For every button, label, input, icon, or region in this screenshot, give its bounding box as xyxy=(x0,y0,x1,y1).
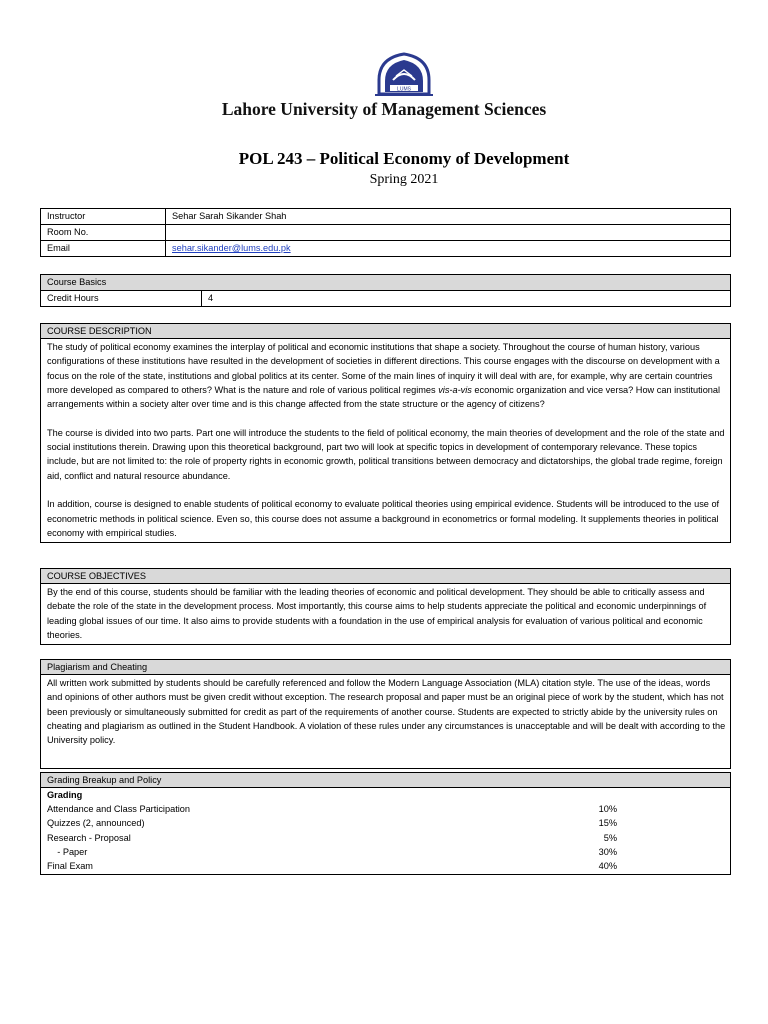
course-term: Spring 2021 xyxy=(369,172,439,187)
table-row xyxy=(41,660,731,675)
grading-item xyxy=(47,816,730,830)
table-row xyxy=(41,275,731,291)
course-basics-table xyxy=(40,274,731,307)
grading-item-label: Final Exam xyxy=(47,860,93,871)
course-objectives-table xyxy=(40,568,731,645)
grading-item xyxy=(47,859,730,873)
plagiarism-heading: Plagiarism and Cheating xyxy=(41,660,731,675)
course-description-body xyxy=(41,339,731,543)
logo-text: LUMS xyxy=(397,86,411,93)
grading-item-label: Attendance and Class Participation xyxy=(47,804,191,815)
plagiarism-body: All written work submitted by students should be carefully referenced and follow the Modern Language Association (MLA) citation style. The use of the ideas, words and opinions of other authors must be given credit without exception. The research proposal and paper must be an original piece of work by the student, which has not been previously or simultaneously submitted for credit as part of the requirements of another course. Students are expected to strictly abide by the university rules on cheating and plagiarism as outlined in the Student Handbook. A violation of these rules under any circumstances is unacceptable and will be dealt with according to the University policy. xyxy=(41,675,731,769)
table-row xyxy=(41,324,731,339)
course-basics-heading: Course Basics xyxy=(41,275,731,291)
course-description-heading: COURSE DESCRIPTION xyxy=(41,324,731,339)
instructor-table xyxy=(40,208,731,257)
table-row xyxy=(41,241,731,257)
credit-hours-value: 4 xyxy=(202,291,731,307)
description-paragraph: The course is divided into two parts. Part one will introduce the students to the field of political economy, the main theories of development and the role of the state and social institutions therein. Drawing upon this theoretical background, part two will look at specific topics in development of contemporary relevance. These topics include, but are not limited to: the role of property rights in economic growth, political transitions between democracy and dictatorships, the global trade regime, foreign aid, conflict and natural resource abundance. xyxy=(47,427,725,481)
email-cell xyxy=(166,241,731,257)
grading-item-value: 15% xyxy=(598,818,617,829)
table-row xyxy=(41,773,731,788)
credit-hours-label: Credit Hours xyxy=(41,291,202,307)
table-row xyxy=(41,339,731,543)
description-paragraph: The study of political economy examines the interplay of political and economic institutions that shape a society. Throughout the course of human history, various configurations of these institutions have resulted in the development of societies in different directions. This course engages with the discourse on development with a focus on the role of the state, institutions and global politics at its center. Some of the main lines of inquiry it will deal with are, for example, why are certain countries more developed as compared to others? What is the nature and role of various political regimes vis-a-vis economic organization and vice versa? How can institutional arrangements within a society alter over time and is this change affected from the state structure or the agency of citizens? xyxy=(47,342,721,410)
course-objectives-heading: COURSE OBJECTIVES xyxy=(41,569,731,584)
grading-item xyxy=(47,831,730,845)
email-link[interactable]: sehar.sikander@lums.edu.pk xyxy=(172,243,291,253)
grading-item xyxy=(47,845,730,859)
room-label: Room No. xyxy=(41,225,166,241)
university-name: Lahore University of Management Sciences xyxy=(221,99,547,119)
grading-item-value: 30% xyxy=(598,846,617,857)
grading-table xyxy=(40,772,731,875)
grading-item-value: 10% xyxy=(598,804,617,815)
email-label: Email xyxy=(41,241,166,257)
course-objectives-body: By the end of this course, students should be familiar with the leading theories of economic and political development. They should be able to critically assess and debate the role of the state in the development process. Most importantly, this course aims to help students appreciate the political and economic underpinnings of leading global issues of our time. It also aims to provide students with a foundation in the use of empirical analysis for evaluation of various political and economic theories. xyxy=(41,584,731,645)
instructor-label: Instructor xyxy=(41,209,166,225)
plagiarism-table xyxy=(40,659,731,769)
table-row xyxy=(41,209,731,225)
grading-heading: Grading Breakup and Policy xyxy=(41,773,731,788)
room-value xyxy=(166,225,731,241)
course-description-table xyxy=(40,323,731,543)
table-row xyxy=(41,291,731,307)
table-row xyxy=(41,584,731,645)
grading-item-label: Research - Proposal xyxy=(47,832,131,843)
grading-item-value: 5% xyxy=(603,832,617,843)
lums-logo xyxy=(373,50,435,100)
description-paragraph: In addition, course is designed to enable students of political economy to evaluate political theories using empirical evidence. Students will be introduced to the use of econometric methods in political science. Even so, this course does not assume a background in econometrics or formal modeling. It supplements theories in political economy with empirical studies. xyxy=(47,499,720,538)
grading-item xyxy=(47,802,730,816)
course-title: POL 243 – Political Economy of Development xyxy=(238,149,570,168)
table-row xyxy=(41,569,731,584)
table-row xyxy=(41,675,731,769)
table-row xyxy=(41,225,731,241)
grading-item-label: - Paper xyxy=(47,846,88,857)
grading-item-label: Quizzes (2, announced) xyxy=(47,818,145,829)
table-row xyxy=(41,788,731,875)
instructor-value: Sehar Sarah Sikander Shah xyxy=(166,209,731,225)
grading-item-value: 40% xyxy=(598,860,617,871)
grading-body xyxy=(41,788,731,875)
grading-subheading: Grading xyxy=(47,790,83,800)
